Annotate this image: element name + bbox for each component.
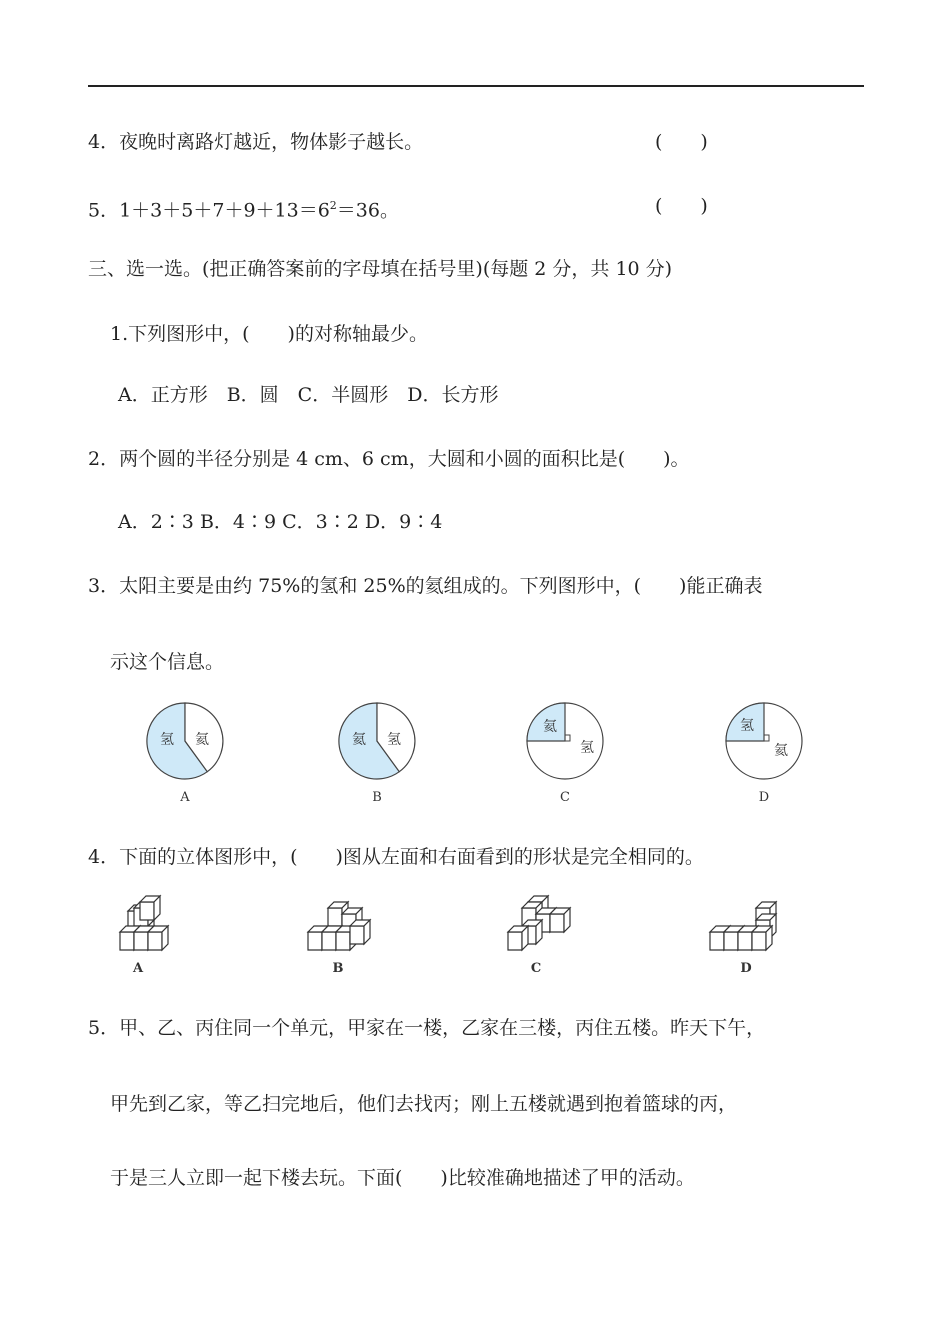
pie-d-letter: D bbox=[758, 790, 770, 805]
pie-chart-b[interactable] bbox=[339, 703, 415, 805]
s3-q3-stem-line1: 3．太阳主要是由约 75%的氢和 25%的氦组成的。下列图形中，( )能正确表 bbox=[88, 575, 763, 597]
judge-q5-paren[interactable]: ( ) bbox=[655, 195, 708, 217]
s3-q1-stem: 1.下列图形中，( )的对称轴最少。 bbox=[110, 323, 428, 345]
cube-figure-d[interactable] bbox=[710, 902, 776, 976]
judge-q4 bbox=[88, 130, 423, 154]
pie-a-shaded-label: 氢 bbox=[160, 732, 174, 748]
pie-chart-a[interactable] bbox=[147, 703, 223, 805]
judge-q5-exponent: 2 bbox=[329, 199, 337, 212]
judge-q5-text-end: ＝36。 bbox=[336, 199, 399, 222]
judge-q4-paren[interactable]: ( ) bbox=[655, 131, 708, 153]
pie-d-shaded-label: 氢 bbox=[740, 718, 754, 734]
section3-heading: 三、选一选。(把正确答案前的字母填在括号里)(每题 2 分，共 10 分) bbox=[88, 258, 673, 280]
cube-figures bbox=[100, 885, 800, 980]
s3-q5-line1: 5．甲、乙、丙住同一个单元，甲家在一楼，乙家在三楼，丙住五楼。昨天下午， bbox=[88, 1017, 766, 1039]
pie-a-letter: A bbox=[180, 790, 190, 805]
pie-figures bbox=[130, 695, 850, 815]
pie-chart-c[interactable] bbox=[527, 703, 603, 805]
s3-q1-options: A．正方形 B．圆 C．半圆形 D．长方形 bbox=[118, 384, 499, 406]
s3-q2-options: A．2∶3 B．4∶9 C．3∶2 D．9∶4 bbox=[118, 511, 443, 533]
judge-q5-text: 5．1＋3＋5＋7＋9＋13＝6 bbox=[88, 199, 330, 222]
s3-q5-line2: 甲先到乙家，等乙扫完地后，他们去找丙；刚上五楼就遇到抱着篮球的丙， bbox=[110, 1093, 738, 1115]
cube-a-letter: A bbox=[132, 961, 144, 976]
pie-b-plain-label: 氢 bbox=[387, 732, 401, 748]
s3-q4-stem: 4．下面的立体图形中，( )图从左面和右面看到的形状是完全相同的。 bbox=[88, 846, 704, 868]
cube-d-letter: D bbox=[740, 961, 752, 976]
cube-b-letter: B bbox=[332, 961, 344, 976]
s3-q3-stem-line2: 示这个信息。 bbox=[110, 651, 225, 673]
cube-figure-c[interactable] bbox=[508, 896, 570, 976]
pie-b-shaded-label: 氦 bbox=[352, 732, 366, 748]
judge-q4-text: 4．夜晚时离路灯越近，物体影子越长。 bbox=[88, 131, 424, 153]
s3-q2-stem: 2．两个圆的半径分别是 4 cm、6 cm，大圆和小圆的面积比是( )。 bbox=[88, 448, 690, 470]
pie-c-letter: C bbox=[560, 790, 570, 805]
s3-q5-line3: 于是三人立即一起下楼去玩。下面( )比较准确地描述了甲的活动。 bbox=[110, 1167, 695, 1189]
cube-figure-a[interactable] bbox=[120, 896, 168, 976]
pie-a-plain-label: 氦 bbox=[195, 732, 209, 748]
cube-c-letter: C bbox=[530, 961, 542, 976]
judge-q5 bbox=[88, 194, 399, 222]
cube-figure-b[interactable] bbox=[308, 902, 370, 976]
pie-c-shaded-label: 氦 bbox=[543, 719, 557, 735]
pie-b-letter: B bbox=[372, 790, 382, 805]
pie-chart-d[interactable] bbox=[726, 703, 802, 805]
header-rule bbox=[88, 85, 864, 87]
pie-d-plain-label: 氦 bbox=[774, 743, 788, 759]
pie-c-plain-label: 氢 bbox=[580, 740, 594, 756]
